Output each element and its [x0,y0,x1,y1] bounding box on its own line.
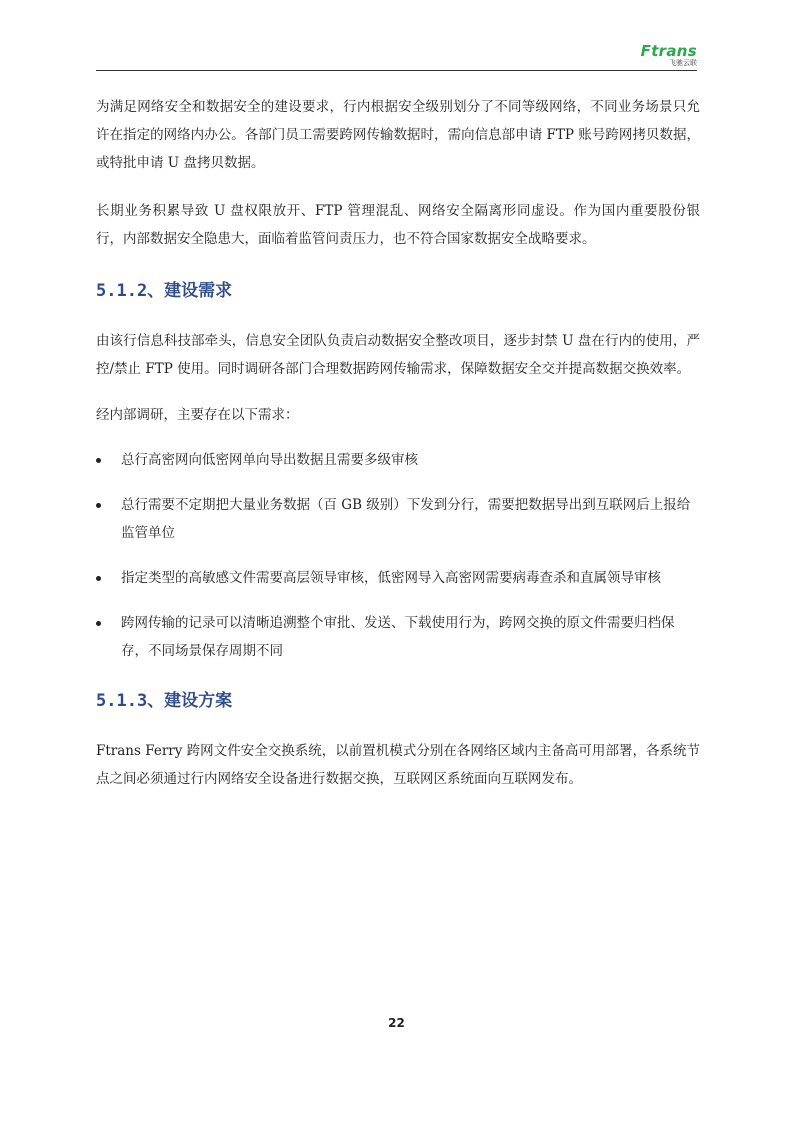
header-divider [96,70,697,71]
list-item-text: 跨网传输的记录可以清晰追溯整个审批、发送、下载使用行为，跨网交换的原文件需要归档保存，不同场景保存周期不同 [121,615,675,659]
paragraph-risk: 长期业务积累导致 U 盘权限放开、FTP 管理混乱、网络安全隔离形同虚设。作为国内重要股份银行，内部数据安全隐患大，面临着监管问责压力，也不符合国家数据安全战略要求。 [96,203,700,247]
bullet-icon [96,576,101,581]
logo-subtext: 飞驰云联 [669,59,697,67]
logo-text: Ftrans [640,42,697,60]
section-heading-solution: 5.1.3、建设方案 [96,691,233,711]
paragraph-network-security: 为满足网络安全和数据安全的建设要求，行内根据安全级别划分了不同等级网络，不同业务场景只允许在指定的网络内办公。各部门员工需要跨网传输数据时，需向信息部申请 FTP 账号跨网拷贝数据，或特批申请 U 盘拷贝数据。 [96,99,700,171]
section-heading-requirements: 5.1.2、建设需求 [96,281,233,301]
list-item [96,609,700,665]
bullet-icon [96,621,101,626]
list-item-text: 总行需要不定期把大量业务数据（百 GB 级别）下发到分行，需要把数据导出到互联网后上报给监管单位 [121,497,691,541]
page-number: 22 [388,1016,405,1030]
paragraph-project: 由该行信息科技部牵头，信息安全团队负责启动数据安全整改项目，逐步封禁 U 盘在行内的使用，严控/禁止 FTP 使用。同时调研各部门合理数据跨网传输需求，保障数据安全交并提高数据交换效率。 [96,333,700,377]
bullet-icon [96,503,101,508]
paragraph-solution: Ftrans Ferry 跨网文件安全交换系统，以前置机模式分别在各网络区域内主备高可用部署，各系统节点之间必须通过行内网络安全设备进行数据交换，互联网区系统面向互联网发布。 [96,743,700,787]
list-item [96,564,700,592]
requirements-list [96,446,700,665]
page-content [96,93,700,793]
list-item [96,446,700,474]
list-item-text: 指定类型的高敏感文件需要高层领导审核，低密网导入高密网需要病毒查杀和直属领导审核 [121,570,661,586]
list-item-text: 总行高密网向低密网单向导出数据且需要多级审核 [121,452,418,468]
bullet-icon [96,458,101,463]
paragraph-survey: 经内部调研，主要存在以下需求： [96,407,299,423]
list-item [96,491,700,547]
ftrans-logo [641,44,697,67]
